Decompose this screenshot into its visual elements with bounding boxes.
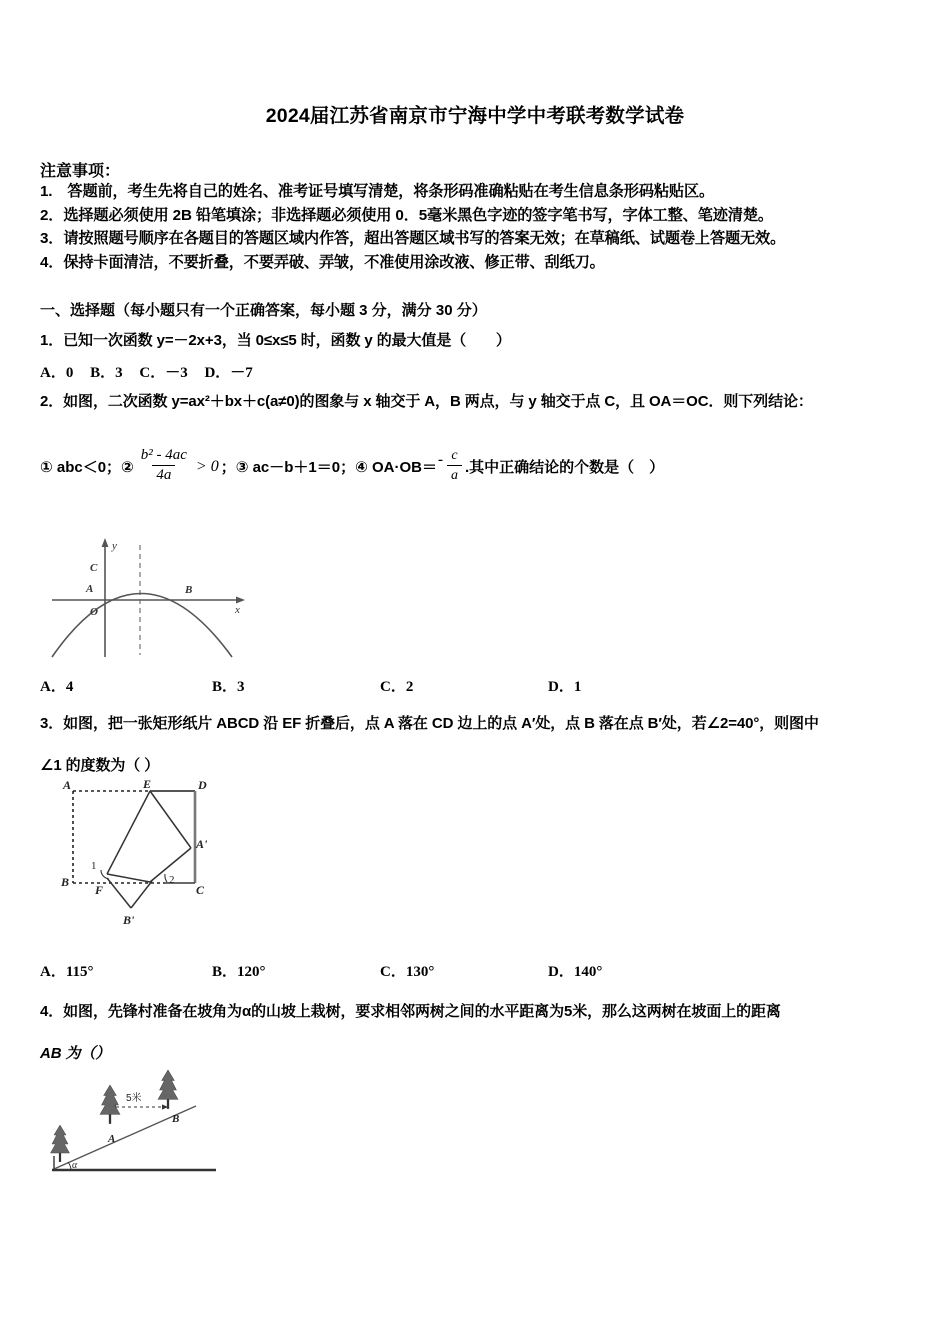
question-3-text-1: 如图，把一张矩形纸片 ABCD 沿 EF 折叠后，点 A 落在 CD 边上的点 A′处，点 B 落在点 B′处，若∠2=40°，则图中 [63, 715, 819, 732]
svg-text:y: y [112, 540, 117, 552]
option-d[interactable]: D．140° [548, 964, 603, 980]
question-3-line-1 [40, 712, 930, 736]
slope-trees-diagram [44, 1068, 224, 1188]
svg-text:A': A' [196, 837, 208, 851]
option-a[interactable]: A．115° [40, 964, 94, 980]
svg-text:D: D [198, 778, 207, 792]
fraction-denominator: 4a [152, 465, 175, 484]
svg-text:5米: 5米 [126, 1093, 142, 1104]
parabola-diagram [46, 533, 276, 663]
svg-text:E: E [143, 778, 152, 791]
notice-item: 1. 答题前，考生先将自己的姓名、准考证号填写清楚，将条形码准确粘贴在考生信息条形码粘贴区。 [40, 183, 715, 200]
option-b[interactable]: B．3 [212, 679, 245, 695]
question-3-line-2: ∠1 的度数为（ ） [40, 757, 160, 774]
fraction-numerator: b² - 4ac [140, 447, 187, 463]
svg-text:1: 1 [91, 860, 97, 872]
folded-rectangle-diagram [55, 778, 245, 938]
notice-heading: 注意事项： [40, 163, 121, 180]
question-2-text: 如图，二次函数 y=ax²＋bx＋c(a≠0)的图象与 x 轴交于 A，B 两点，与 y 轴交于点 C，且 OA＝OC．则下列结论： [63, 393, 813, 410]
svg-text:B: B [61, 875, 70, 889]
svg-text:A: A [86, 583, 94, 595]
question-2-stem [40, 390, 930, 414]
notice-list [40, 180, 920, 274]
svg-text:O: O [90, 606, 98, 618]
option-c[interactable]: C．2 [380, 679, 414, 695]
fraction-discriminant [137, 447, 191, 484]
option-c[interactable]: C．－3 [139, 365, 188, 381]
question-1-number: 1． [40, 332, 64, 349]
question-1-options [40, 361, 266, 382]
conclusion-item-1: ① abc＜0；② [40, 459, 134, 476]
option-d[interactable]: D．1 [548, 679, 582, 695]
minus-sign: - [437, 452, 443, 468]
svg-text:F: F [95, 883, 104, 897]
fraction-c-over-a [447, 447, 462, 484]
fraction-numerator: c [451, 448, 458, 463]
question-2-number: 2． [40, 393, 64, 410]
option-a[interactable]: A．4 [40, 679, 74, 695]
question-4-number: 4． [40, 1003, 64, 1020]
section-heading: 一、选择题（每小题只有一个正确答案，每小题 3 分，满分 30 分） [40, 302, 487, 319]
question-4-text-1: 如图，先锋村准备在坡角为α的山坡上栽树，要求相邻两树之间的水平距离为5米，那么这两树在坡面上的距离 [63, 1003, 781, 1020]
greater-than-zero: > 0 [195, 457, 219, 475]
svg-text:α: α [72, 1160, 78, 1171]
question-4-stem [40, 1000, 930, 1066]
svg-text:B: B [185, 584, 193, 596]
option-d[interactable]: D．－7 [204, 365, 253, 381]
svg-text:B: B [172, 1113, 180, 1125]
option-c[interactable]: C．130° [380, 964, 435, 980]
svg-text:B': B' [123, 913, 135, 927]
svg-text:C: C [90, 562, 98, 574]
option-b[interactable]: B．3 [90, 365, 123, 381]
question-4-line-2: AB 为（） [40, 1045, 111, 1062]
notice-item: 2．选择题必须使用 2B 铅笔填涂；非选择题必须使用 0．5毫米黑色字迹的签字笔书写，字体工整、笔迹清楚。 [40, 206, 773, 224]
svg-text:2: 2 [169, 874, 175, 886]
conclusion-item-3: ；③ ac－b＋1＝0；④ OA·OB＝ [220, 459, 437, 476]
question-1-text: 已知一次函数 y=－2x+3，当 0≤x≤5 时，函数 y 的最大值是（ ） [63, 332, 511, 349]
option-b[interactable]: B．120° [212, 964, 266, 980]
question-4-line-1 [40, 1000, 930, 1024]
svg-text:A: A [108, 1133, 116, 1145]
fraction-denominator: a [447, 465, 462, 484]
conclusion-tail: .其中正确结论的个数是（ ） [464, 459, 665, 476]
svg-text:A: A [63, 778, 72, 792]
question-3-number: 3． [40, 715, 64, 732]
page-title: 2024届江苏省南京市宁海中学中考联考数学试卷 [265, 105, 685, 127]
notice-item: 3．请按照题号顺序在各题目的答题区域内作答，超出答题区域书写的答案无效；在草稿纸、试题卷上答题无效。 [40, 230, 786, 247]
option-a[interactable]: A．0 [40, 365, 74, 381]
svg-text:C: C [196, 883, 205, 897]
question-1-stem [40, 329, 511, 353]
notice-item: 4．保持卡面清洁，不要折叠，不要弄破、弄皱，不准使用涂改液、修正带、刮纸刀。 [40, 253, 605, 271]
question-3-stem [40, 712, 930, 778]
svg-text:x: x [235, 604, 240, 616]
question-2-conclusions [40, 448, 664, 485]
